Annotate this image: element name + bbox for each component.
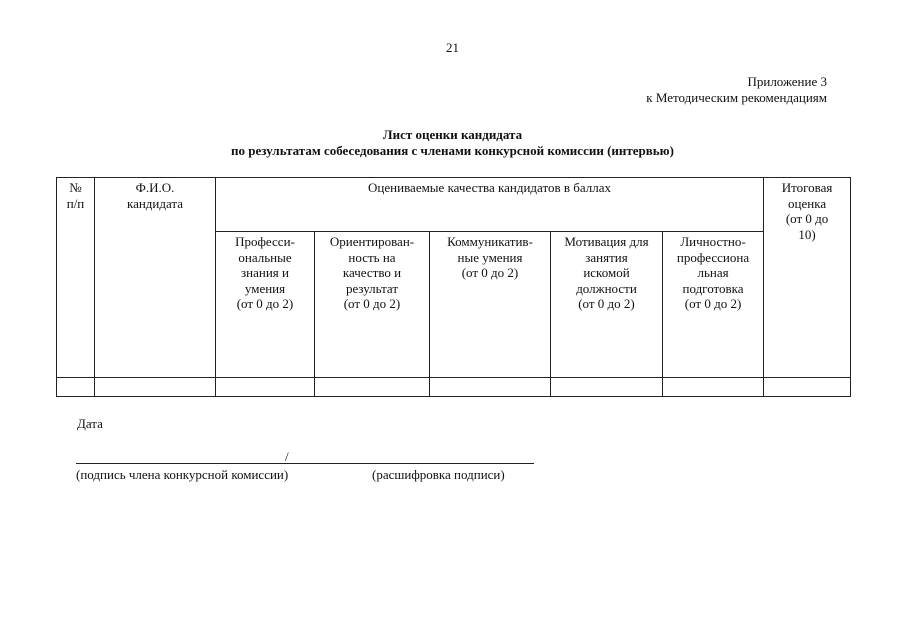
criterion-line: подготовка xyxy=(682,280,744,296)
table-cell xyxy=(551,378,663,397)
table-cell xyxy=(315,378,430,397)
criterion-line: Професси- xyxy=(235,234,295,249)
table-cell xyxy=(57,378,95,397)
table-row xyxy=(57,378,851,397)
appendix-line-2: к Методическим рекомендациям xyxy=(646,90,827,105)
header-total-line: оценка xyxy=(788,195,827,211)
table-cell xyxy=(430,378,551,397)
table-cell xyxy=(764,378,851,397)
evaluation-table xyxy=(56,177,851,397)
table-cell xyxy=(663,378,764,397)
header-total-line: 10) xyxy=(798,226,816,242)
criterion-line: ность на xyxy=(348,249,396,265)
criterion-motivation xyxy=(551,232,663,378)
document-title xyxy=(0,127,905,159)
criterion-line: (от 0 до 2) xyxy=(684,296,742,311)
criterion-professional-knowledge xyxy=(216,232,315,378)
title-line-2: по результатам собеседования с членами конкурсной комиссии (интервью) xyxy=(231,143,674,158)
criterion-line: качество и xyxy=(342,265,402,280)
criterion-line: (от 0 до 2) xyxy=(236,296,294,311)
signature-caption: (подпись члена конкурсной комиссии) xyxy=(76,467,289,482)
criterion-line: ональные xyxy=(238,249,292,265)
criterion-line: умения xyxy=(244,280,286,296)
title-line-1: Лист оценки кандидата xyxy=(382,127,523,142)
header-qualities-group: Оцениваемые качества кандидатов в баллах xyxy=(216,178,764,232)
signature-line xyxy=(76,463,534,464)
header-name-line-1: Ф.И.О. xyxy=(135,180,175,195)
header-number-line-1: № xyxy=(69,180,82,195)
header-total-line: (от 0 до xyxy=(785,211,829,226)
criterion-line: искомой xyxy=(583,265,630,280)
appendix-note xyxy=(646,74,827,106)
appendix-line-1: Приложение 3 xyxy=(747,74,827,89)
criterion-line: ные умения xyxy=(457,249,523,265)
criterion-personal-professional xyxy=(663,232,764,378)
header-name-line-2: кандидата xyxy=(126,195,184,211)
criterion-line: (от 0 до 2) xyxy=(578,296,635,311)
criterion-line: результат xyxy=(345,280,399,296)
table-cell xyxy=(95,378,216,397)
page-number: 21 xyxy=(446,40,459,55)
signature-decoding-caption: (расшифровка подписи) xyxy=(372,467,505,482)
header-total-line: Итоговая xyxy=(781,180,833,195)
criterion-line: занятия xyxy=(585,249,628,265)
criterion-line: Коммуникатив- xyxy=(447,234,533,249)
criterion-line: Ориентирован- xyxy=(329,234,415,249)
criterion-line: должности xyxy=(576,280,637,296)
criterion-line: Личностно- xyxy=(680,234,746,249)
criterion-line: знания и xyxy=(241,265,289,280)
criterion-line: профессиона xyxy=(676,249,750,265)
table-cell xyxy=(216,378,315,397)
criterion-line: (от 0 до 2) xyxy=(461,265,519,280)
criterion-communication xyxy=(430,232,551,378)
header-name xyxy=(95,178,216,378)
header-total-score xyxy=(764,178,851,378)
criterion-line: Мотивация для xyxy=(564,234,649,249)
criterion-line: льная xyxy=(697,265,729,280)
date-label: Дата xyxy=(77,416,103,431)
header-number xyxy=(57,178,95,378)
criterion-quality-orientation xyxy=(315,232,430,378)
criterion-line: (от 0 до 2) xyxy=(343,296,401,311)
signature-slash: / xyxy=(285,449,289,464)
header-number-line-2: п/п xyxy=(66,195,85,211)
